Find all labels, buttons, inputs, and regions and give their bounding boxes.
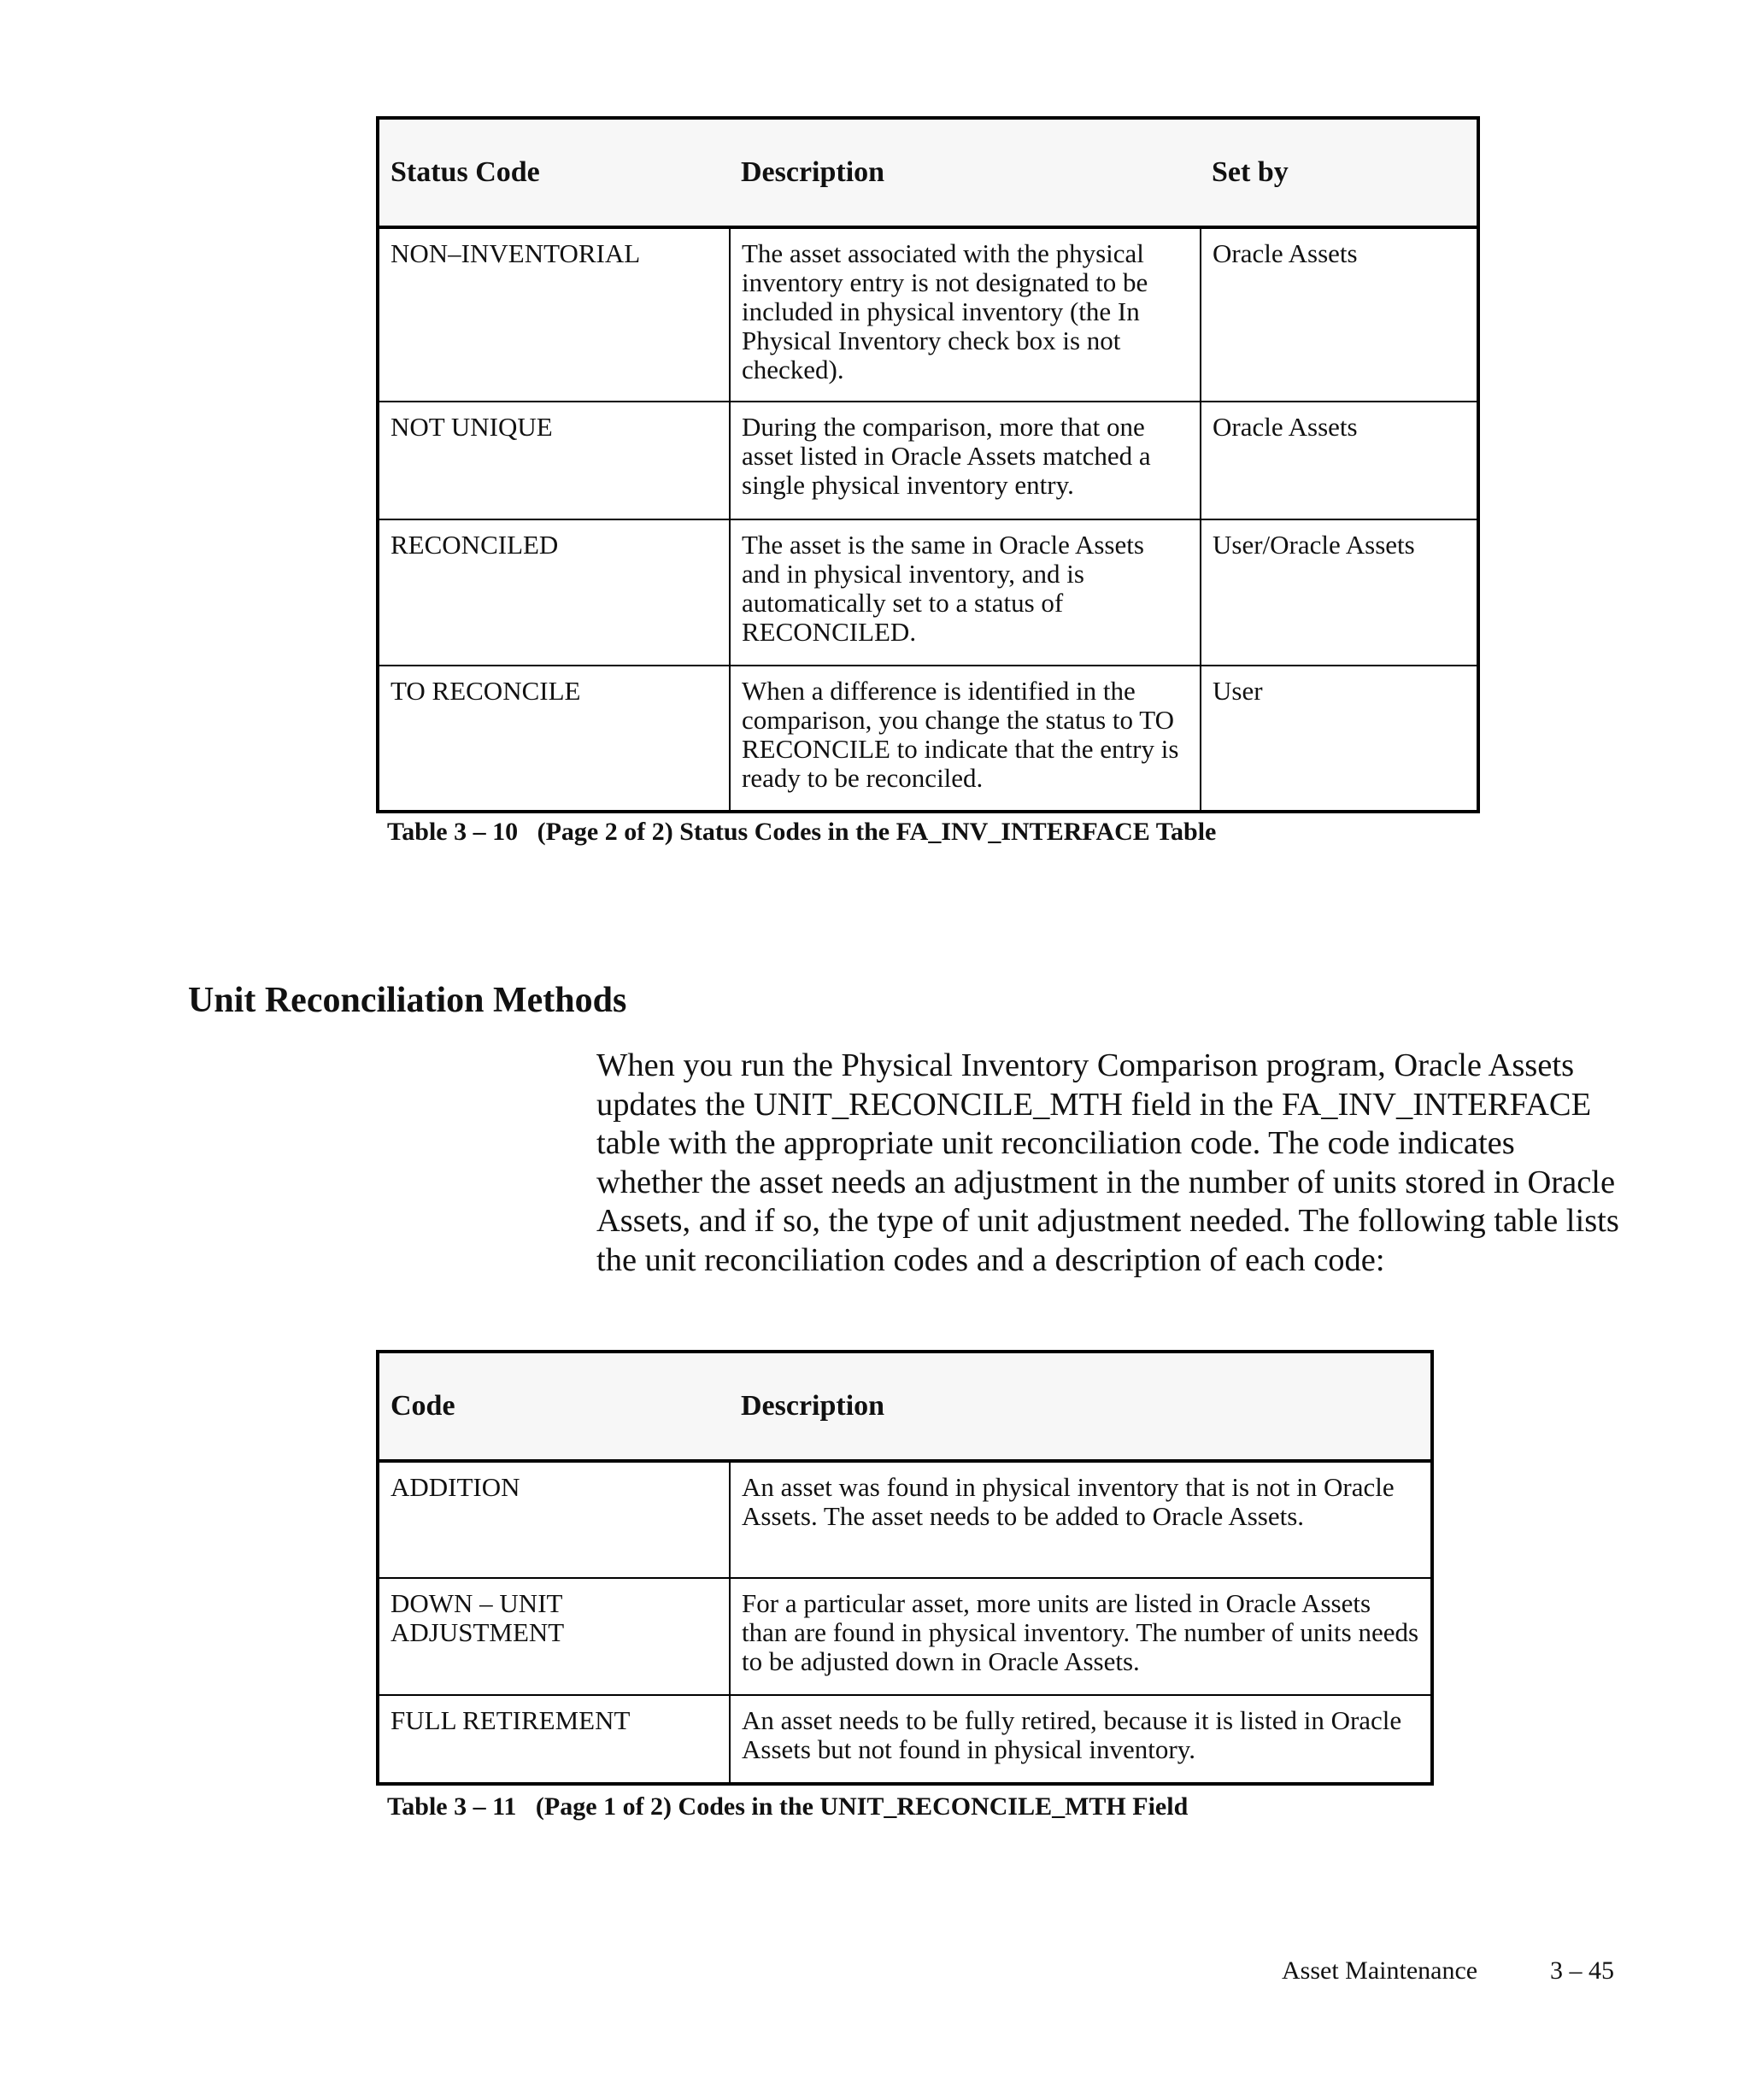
set-by-cell: Oracle Assets [1201, 227, 1478, 402]
footer-page-number: 3 – 45 [1550, 1956, 1614, 1985]
status-code-cell: RECONCILED [378, 519, 730, 666]
set-by-cell: Oracle Assets [1201, 402, 1478, 519]
table-row [378, 227, 1478, 402]
code-cell: ADDITION [378, 1461, 730, 1578]
description-cell: When a difference is identified in the comparison, you change the status to TO RECONCILE to indicate that the entry is ready to be reconciled. [730, 666, 1201, 812]
table-row [378, 519, 1478, 666]
code-cell: FULL RETIREMENT [378, 1695, 730, 1784]
column-header-status-code: Status Code [378, 118, 730, 227]
table-row [378, 402, 1478, 519]
table-header-row [378, 1352, 1432, 1461]
set-by-cell: User [1201, 666, 1478, 812]
description-cell: The asset associated with the physical inventory entry is not designated to be included in physical inventory (the In Physical Inventory check box is not checked). [730, 227, 1201, 402]
column-header-description: Description [730, 118, 1201, 227]
description-cell: An asset needs to be fully retired, because it is listed in Oracle Assets but not found in physical inventory. [730, 1695, 1432, 1784]
table-3-10-caption: Table 3 – 10 (Page 2 of 2) Status Codes in the FA_INV_INTERFACE Table [387, 818, 1217, 846]
footer-section-title: Asset Maintenance [1282, 1956, 1478, 1985]
status-code-cell: NON–INVENTORIAL [378, 227, 730, 402]
body-paragraph: When you run the Physical Inventory Comparison program, Oracle Assets updates the UNIT_RECONCILE_MTH field in the FA_INV_INTERFACE table with the appropriate unit reconciliation code. The code indicates whether the asset needs an adjustment in the number of units stored in Oracle Assets, and if so, the type of unit adjustment needed. The following table lists the unit reconciliation codes and a description of each code: [596, 1047, 1619, 1278]
status-code-cell: TO RECONCILE [378, 666, 730, 812]
description-cell: For a particular asset, more units are listed in Oracle Assets than are found in physical inventory. The number of units needs to be adjusted down in Oracle Assets. [730, 1578, 1432, 1695]
set-by-cell: User/Oracle Assets [1201, 519, 1478, 666]
section-heading: Unit Reconciliation Methods [188, 981, 627, 1020]
table-row [378, 1461, 1432, 1578]
table-3-11-caption: Table 3 – 11 (Page 1 of 2) Codes in the UNIT_RECONCILE_MTH Field [387, 1792, 1189, 1821]
column-header-description: Description [730, 1352, 1432, 1461]
description-cell: During the comparison, more that one asset listed in Oracle Assets matched a single physical inventory entry. [730, 402, 1201, 519]
description-cell: An asset was found in physical inventory that is not in Oracle Assets. The asset needs to be added to Oracle Assets. [730, 1461, 1432, 1578]
status-codes-table [376, 116, 1480, 813]
status-code-cell: NOT UNIQUE [378, 402, 730, 519]
column-header-set-by: Set by [1201, 118, 1478, 227]
description-cell: The asset is the same in Oracle Assets and in physical inventory, and is automatically set to a status of RECONCILED. [730, 519, 1201, 666]
table-row [378, 1695, 1432, 1784]
column-header-code: Code [378, 1352, 730, 1461]
table-header-row [378, 118, 1478, 227]
table-row [378, 666, 1478, 812]
unit-reconcile-codes-table [376, 1350, 1434, 1786]
table-row [378, 1578, 1432, 1695]
code-cell: DOWN – UNIT ADJUSTMENT [378, 1578, 730, 1695]
